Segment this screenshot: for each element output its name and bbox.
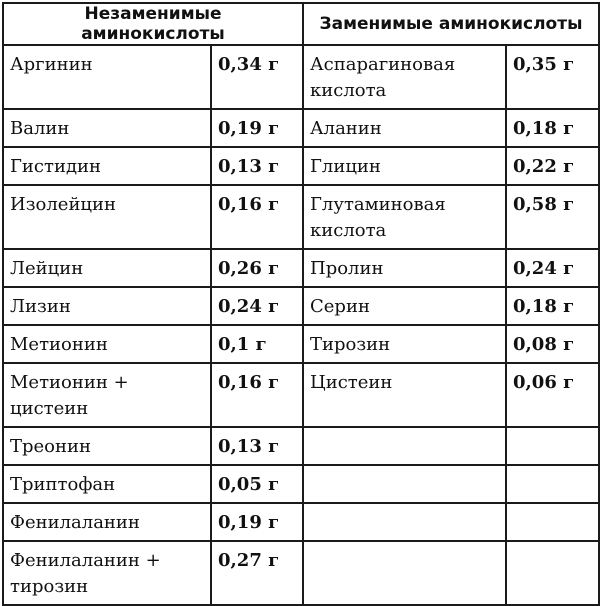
essential-amount: 0,19 г <box>211 109 303 147</box>
essential-amount: 0,16 г <box>211 185 303 249</box>
table-row <box>3 45 599 109</box>
nonessential-name <box>303 427 506 465</box>
nonessential-amount: 0,22 г <box>506 147 599 185</box>
table-row <box>3 325 599 363</box>
essential-amount: 0,13 г <box>211 427 303 465</box>
essential-amount: 0,34 г <box>211 45 303 109</box>
table-row <box>3 363 599 427</box>
essential-name: Аргинин <box>3 45 211 109</box>
amino-acid-table <box>2 2 600 606</box>
nonessential-amount <box>506 541 599 605</box>
table-row <box>3 249 599 287</box>
nonessential-name <box>303 503 506 541</box>
nonessential-name: Пролин <box>303 249 506 287</box>
table-row <box>3 465 599 503</box>
nonessential-header: Заменимые аминокислоты <box>303 3 599 45</box>
nonessential-amount: 0,24 г <box>506 249 599 287</box>
nonessential-amount: 0,18 г <box>506 287 599 325</box>
nonessential-amount: 0,18 г <box>506 109 599 147</box>
essential-name: Лизин <box>3 287 211 325</box>
essential-name: Треонин <box>3 427 211 465</box>
essential-amount: 0,1 г <box>211 325 303 363</box>
nonessential-name <box>303 465 506 503</box>
essential-amount: 0,19 г <box>211 503 303 541</box>
essential-name: Метионин + цистеин <box>3 363 211 427</box>
essential-amount: 0,27 г <box>211 541 303 605</box>
nonessential-name: Глутаминовая кислота <box>303 185 506 249</box>
nonessential-amount <box>506 503 599 541</box>
table-row <box>3 427 599 465</box>
nonessential-name: Цистеин <box>303 363 506 427</box>
header-row <box>3 3 599 45</box>
essential-amount: 0,16 г <box>211 363 303 427</box>
nonessential-amount <box>506 427 599 465</box>
essential-name: Изолейцин <box>3 185 211 249</box>
essential-name: Триптофан <box>3 465 211 503</box>
essential-name: Фенилаланин <box>3 503 211 541</box>
essential-name: Гистидин <box>3 147 211 185</box>
nonessential-amount: 0,06 г <box>506 363 599 427</box>
essential-name: Фенилаланин + тирозин <box>3 541 211 605</box>
nonessential-name: Серин <box>303 287 506 325</box>
nonessential-amount <box>506 465 599 503</box>
essential-header: Незаменимые аминокислоты <box>3 3 303 45</box>
nonessential-amount: 0,58 г <box>506 185 599 249</box>
nonessential-name <box>303 541 506 605</box>
nonessential-name: Глицин <box>303 147 506 185</box>
table-row <box>3 147 599 185</box>
nonessential-name: Аланин <box>303 109 506 147</box>
essential-amount: 0,05 г <box>211 465 303 503</box>
nonessential-amount: 0,08 г <box>506 325 599 363</box>
essential-amount: 0,26 г <box>211 249 303 287</box>
nonessential-name: Аспарагиновая кислота <box>303 45 506 109</box>
essential-name: Валин <box>3 109 211 147</box>
nonessential-amount: 0,35 г <box>506 45 599 109</box>
table-row <box>3 185 599 249</box>
essential-name: Метионин <box>3 325 211 363</box>
table-row <box>3 287 599 325</box>
table-row <box>3 541 599 605</box>
table-row <box>3 109 599 147</box>
nonessential-name: Тирозин <box>303 325 506 363</box>
essential-amount: 0,13 г <box>211 147 303 185</box>
essential-name: Лейцин <box>3 249 211 287</box>
essential-amount: 0,24 г <box>211 287 303 325</box>
table-row <box>3 503 599 541</box>
